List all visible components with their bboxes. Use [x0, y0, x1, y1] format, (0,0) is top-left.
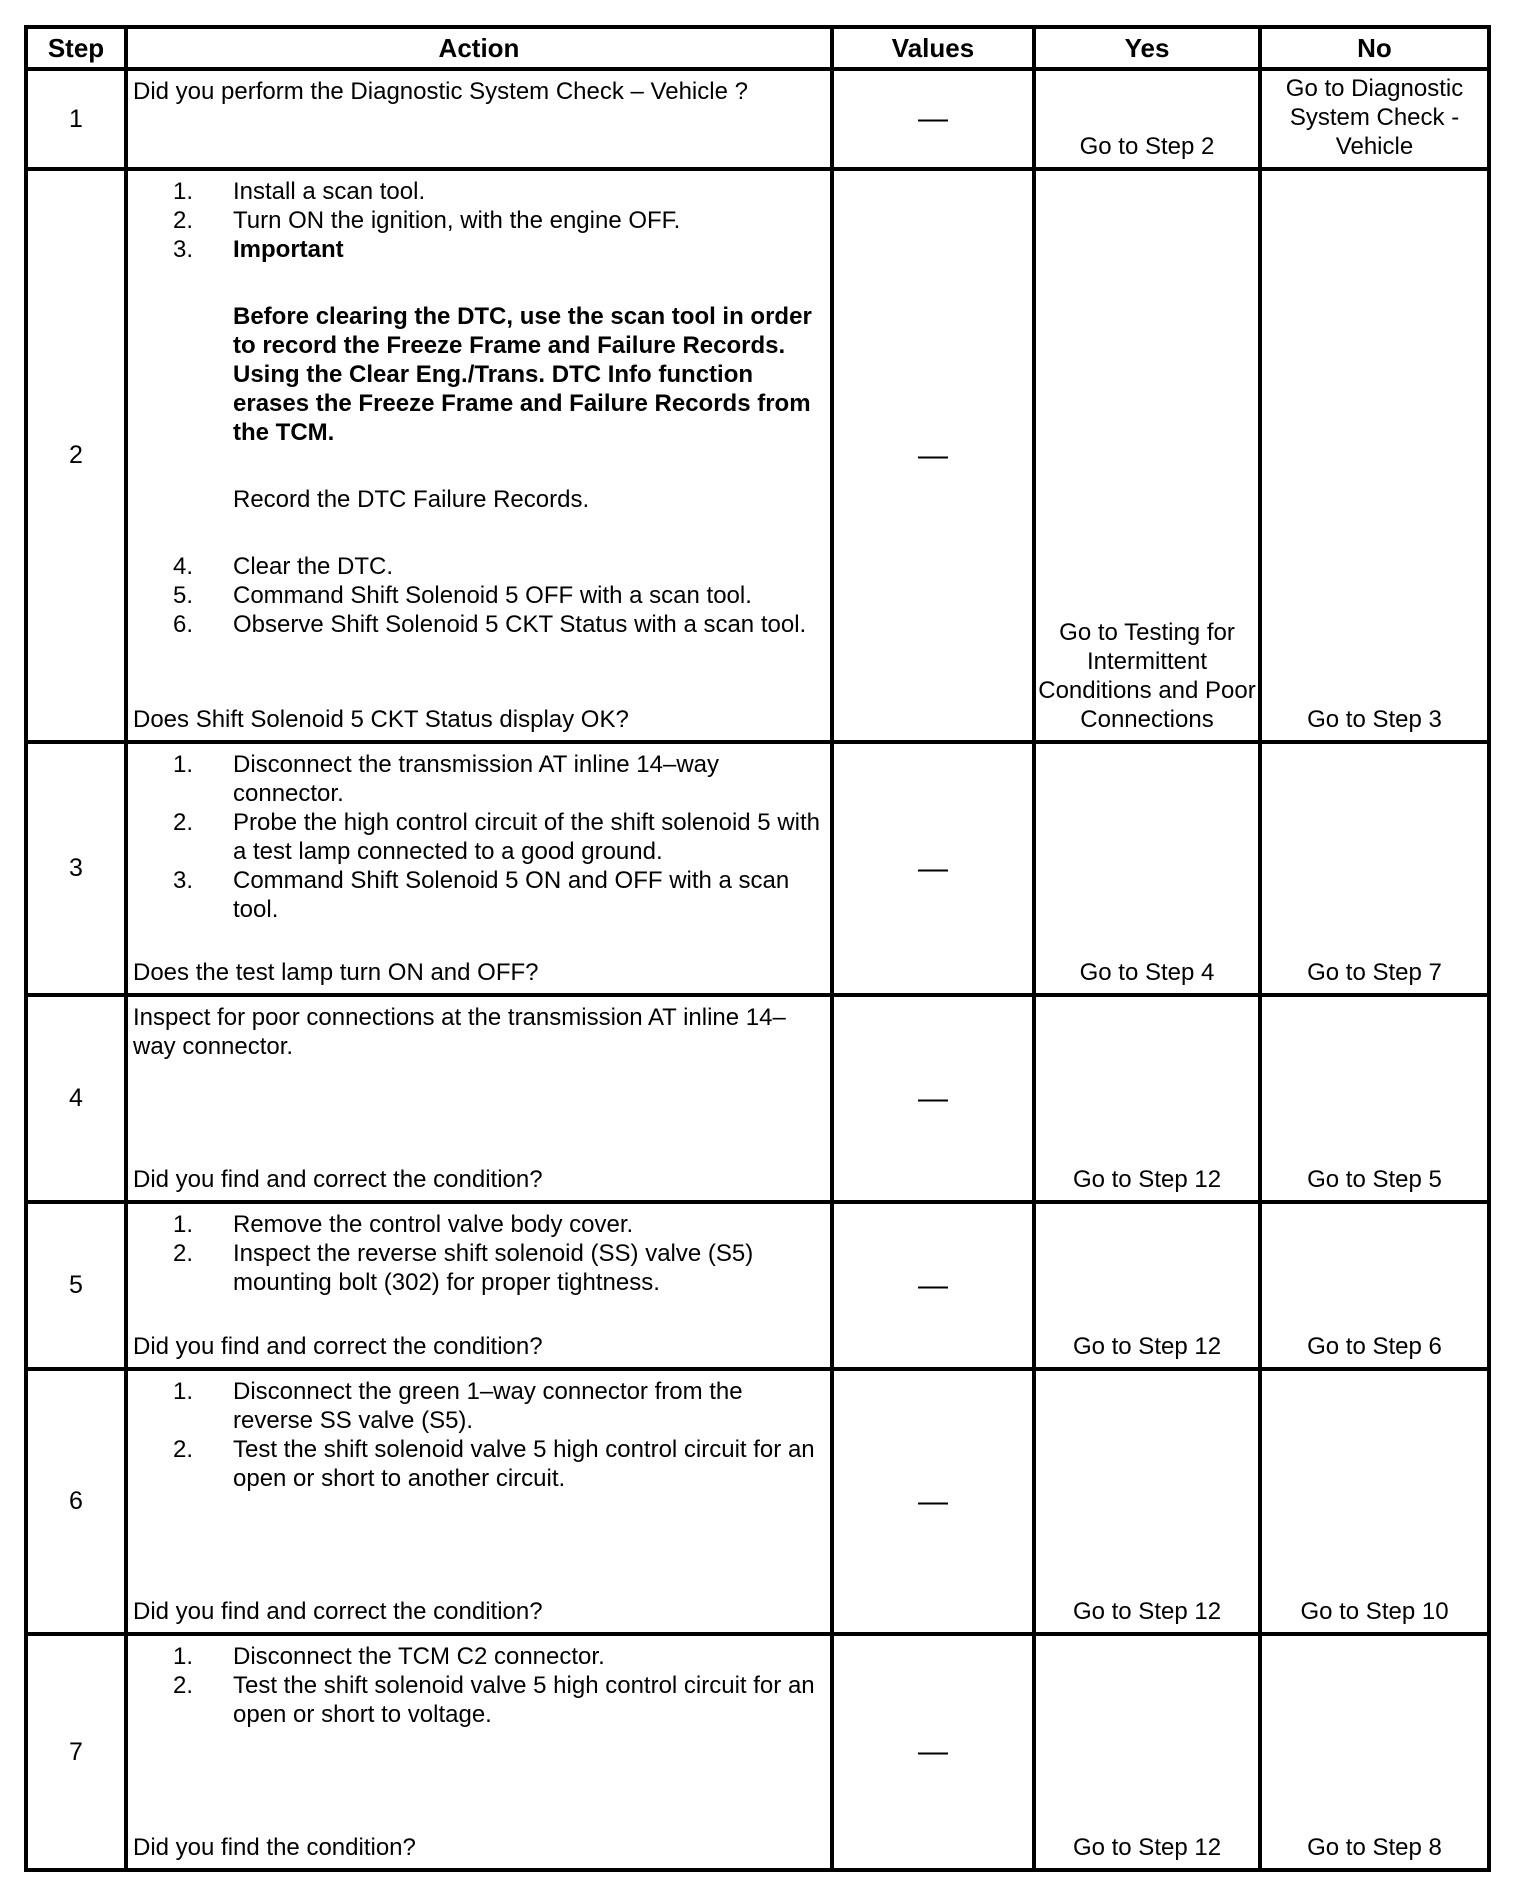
table-row-step-5	[26, 1202, 1489, 1369]
no-cell: Go to Step 8	[1260, 1634, 1489, 1870]
no-cell: Go to Step 10	[1260, 1369, 1489, 1634]
step-number: 1	[26, 69, 126, 169]
yes-cell: Go to Step 12	[1034, 995, 1260, 1202]
yes-cell: Go to Testing for Intermittent Conditions and Poor Connections	[1034, 169, 1260, 742]
action-list	[133, 1210, 824, 1297]
header-row	[26, 27, 1489, 69]
list-item: 1. Disconnect the green 1–way connector from the reverse SS valve (S5).	[172, 1378, 743, 1434]
list-item: 3. Command Shift Solenoid 5 ON and OFF with a scan tool.	[172, 867, 790, 923]
yes-cell: Go to Step 4	[1034, 742, 1260, 995]
values-cell: —	[832, 1202, 1034, 1369]
list-item: 1. Remove the control valve body cover.	[172, 1211, 634, 1238]
values-cell: —	[832, 169, 1034, 742]
no-cell: Go to Step 5	[1260, 995, 1489, 1202]
step-number: 7	[26, 1634, 126, 1870]
values-cell: —	[832, 742, 1034, 995]
header-values: Values	[832, 27, 1034, 69]
no-cell: Go to Diagnostic System Check - Vehicle	[1260, 69, 1489, 169]
list-item: 3. Important	[172, 236, 344, 263]
action-cell	[126, 69, 832, 169]
action-cell	[126, 169, 832, 742]
list-item: 2. Probe the high control circuit of the shift solenoid 5 with a test lamp connected to a good ground.	[172, 809, 820, 865]
header-no: No	[1260, 27, 1489, 69]
action-list	[133, 1377, 824, 1493]
important-note: Before clearing the DTC, use the scan tool in order to record the Freeze Frame and Failure Records. Using the Clear Eng./Trans. DTC Info function erases the Freeze Frame and Failure Records from the TCM.	[233, 303, 812, 446]
list-item: 2. Inspect the reverse shift solenoid (SS) valve (S5) mounting bolt (302) for proper tightness.	[172, 1240, 754, 1296]
list-item: 1. Disconnect the TCM C2 connector.	[172, 1643, 605, 1670]
table-row-step-4	[26, 995, 1489, 1202]
action-list	[133, 1642, 824, 1729]
header-step: Step	[26, 27, 126, 69]
action-list	[133, 177, 824, 264]
step-number: 2	[26, 169, 126, 742]
action-cell	[126, 742, 832, 995]
list-item: 2. Test the shift solenoid valve 5 high control circuit for an open or short to another circuit.	[172, 1436, 815, 1492]
list-item: 6. Observe Shift Solenoid 5 CKT Status with a scan tool.	[172, 611, 807, 638]
step-number: 5	[26, 1202, 126, 1369]
no-cell: Go to Step 7	[1260, 742, 1489, 995]
action-text: Inspect for poor connections at the transmission AT inline 14–way connector.	[133, 1004, 786, 1060]
step-number: 6	[26, 1369, 126, 1634]
yes-cell: Go to Step 12	[1034, 1202, 1260, 1369]
no-cell: Go to Step 6	[1260, 1202, 1489, 1369]
list-item: 2. Turn ON the ignition, with the engine OFF.	[172, 207, 681, 234]
action-cell	[126, 1369, 832, 1634]
action-list	[133, 552, 824, 639]
action-cell	[126, 995, 832, 1202]
table-row-step-1	[26, 69, 1489, 169]
action-text: Did you perform the Diagnostic System Check – Vehicle ?	[133, 78, 748, 105]
list-item: 1. Install a scan tool.	[172, 178, 426, 205]
list-item: 5. Command Shift Solenoid 5 OFF with a scan tool.	[172, 582, 752, 609]
diagnostic-table	[24, 25, 1491, 1872]
table-row-step-3	[26, 742, 1489, 995]
values-cell: —	[832, 995, 1034, 1202]
question-text: Does the test lamp turn ON and OFF?	[133, 959, 539, 986]
list-item: 4. Clear the DTC.	[172, 553, 394, 580]
action-cell	[126, 1202, 832, 1369]
yes-cell: Go to Step 2	[1034, 69, 1260, 169]
values-cell: —	[832, 1634, 1034, 1870]
values-cell: —	[832, 69, 1034, 169]
header-yes: Yes	[1034, 27, 1260, 69]
question-text: Did you find and correct the condition?	[133, 1333, 543, 1360]
action-cell	[126, 1634, 832, 1870]
header-action: Action	[126, 27, 832, 69]
values-cell: —	[832, 1369, 1034, 1634]
step-number: 4	[26, 995, 126, 1202]
question-text: Did you find the condition?	[133, 1834, 416, 1861]
list-item: 2. Test the shift solenoid valve 5 high control circuit for an open or short to voltage.	[172, 1672, 815, 1728]
list-item: 1. Disconnect the transmission AT inline 14–way connector.	[172, 751, 720, 807]
table-row-step-2	[26, 169, 1489, 742]
record-note: Record the DTC Failure Records.	[233, 486, 590, 513]
table-row-step-7	[26, 1634, 1489, 1870]
yes-cell: Go to Step 12	[1034, 1369, 1260, 1634]
action-list	[133, 750, 824, 924]
question-text: Does Shift Solenoid 5 CKT Status display OK?	[133, 706, 629, 733]
question-text: Did you find and correct the condition?	[133, 1166, 543, 1193]
question-text: Did you find and correct the condition?	[133, 1598, 543, 1625]
yes-cell: Go to Step 12	[1034, 1634, 1260, 1870]
no-cell: Go to Step 3	[1260, 169, 1489, 742]
step-number: 3	[26, 742, 126, 995]
table-row-step-6	[26, 1369, 1489, 1634]
